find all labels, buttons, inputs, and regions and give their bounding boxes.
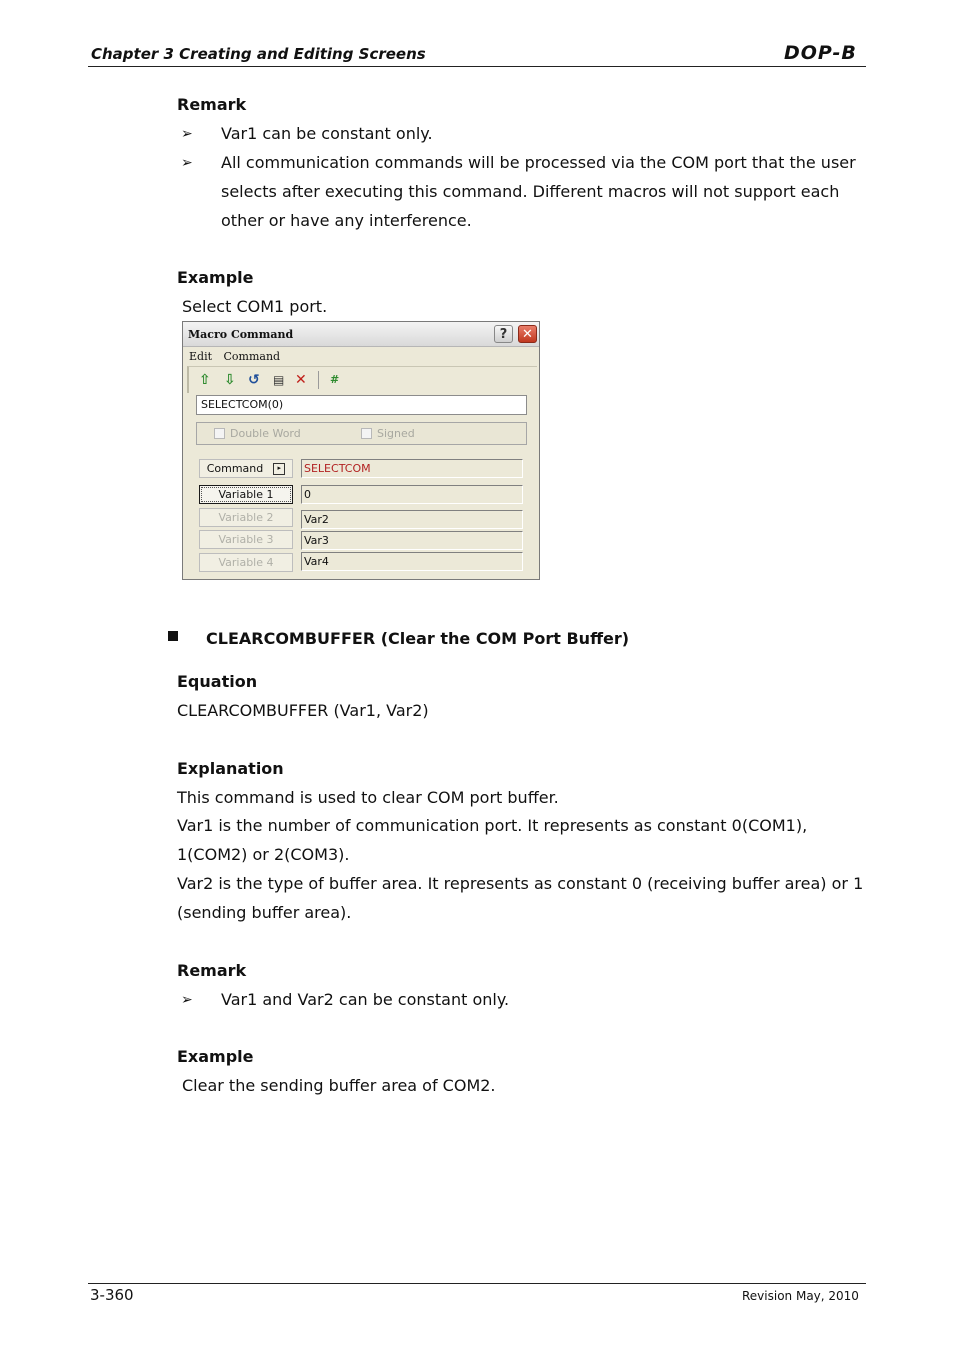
page-number: 3-360 — [90, 1286, 134, 1304]
variable-3-field[interactable]: Var3 — [301, 531, 523, 550]
bullet-arrow-icon: ➢ — [181, 155, 193, 171]
arrow-up-icon[interactable]: ⇧ — [199, 372, 211, 388]
brand-logo: DOP-B — [784, 42, 857, 64]
explanation-line: This command is used to clear COM port buffer. — [177, 788, 559, 807]
explanation-line: Var2 is the type of buffer area. It represents as constant 0 (receiving buffer area) or 1 — [177, 874, 864, 893]
dialog-titlebar — [183, 322, 539, 347]
arrow-down-icon[interactable]: ⇩ — [224, 372, 236, 388]
options-group — [196, 422, 527, 445]
dialog-menubar — [189, 350, 288, 363]
dialog-title: Macro Command — [188, 328, 294, 341]
toolbar-separator — [318, 371, 319, 389]
command-dropdown-button[interactable] — [199, 459, 293, 478]
revision-note: Revision May, 2010 — [742, 1289, 859, 1303]
variable-3-button[interactable]: Variable 3 — [199, 530, 293, 549]
header-rule — [88, 66, 866, 67]
remark-heading: Remark — [177, 961, 247, 980]
variable-4-button[interactable]: Variable 4 — [199, 553, 293, 572]
section-title: CLEARCOMBUFFER (Clear the COM Port Buffer) — [206, 629, 630, 648]
menu-edit[interactable]: Edit — [189, 350, 213, 363]
close-button[interactable]: ✕ — [518, 325, 537, 343]
variable-2-button[interactable]: Variable 2 — [199, 508, 293, 527]
explanation-heading: Explanation — [177, 759, 284, 778]
command-label: Command — [206, 462, 264, 475]
dropdown-arrow-icon: ▸ — [273, 463, 285, 475]
variable-2-field[interactable]: Var2 — [301, 510, 523, 529]
remark-heading: Remark — [177, 95, 247, 114]
variable-4-field[interactable]: Var4 — [301, 552, 523, 571]
equation-heading: Equation — [177, 672, 258, 691]
variable-1-field[interactable]: 0 — [301, 485, 523, 504]
bullet-arrow-icon: ➢ — [181, 992, 193, 1008]
bullet-arrow-icon: ➢ — [181, 126, 193, 142]
remark-item: Var1 and Var2 can be constant only. — [221, 990, 510, 1009]
signed-label: Signed — [377, 427, 415, 440]
help-button[interactable]: ? — [494, 325, 513, 343]
example-text: Select COM1 port. — [182, 297, 328, 316]
example-heading: Example — [177, 1047, 254, 1066]
remark-item-continued: other or have any interference. — [221, 211, 472, 230]
signed-checkbox[interactable] — [361, 428, 372, 439]
equation-field[interactable]: SELECTCOM(0) — [196, 395, 527, 415]
chapter-title: Chapter 3 Creating and Editing Screens — [91, 45, 426, 63]
double-word-checkbox[interactable] — [214, 428, 225, 439]
command-value-field[interactable]: SELECTCOM — [301, 459, 523, 478]
remark-item: Var1 can be constant only. — [221, 124, 433, 143]
explanation-line: (sending buffer area). — [177, 903, 352, 922]
menu-command[interactable]: Command — [223, 350, 281, 363]
macro-command-dialog — [182, 321, 540, 580]
hash-icon[interactable]: # — [330, 373, 340, 386]
delete-icon[interactable]: ✕ — [295, 372, 307, 388]
explanation-line: 1(COM2) or 2(COM3). — [177, 845, 350, 864]
refresh-icon[interactable]: ↺ — [248, 372, 260, 388]
dialog-toolbar — [187, 366, 537, 393]
document-icon[interactable]: ▤ — [273, 373, 285, 387]
section-square-bullet-icon — [168, 631, 178, 641]
remark-item: All communication commands will be processed via the COM port that the user — [221, 153, 856, 172]
footer-rule — [88, 1283, 866, 1284]
explanation-line: Var1 is the number of communication port. It represents as constant 0(COM1), — [177, 816, 808, 835]
equation-text: CLEARCOMBUFFER (Var1, Var2) — [177, 701, 429, 720]
remark-item-continued: selects after executing this command. Different macros will not support each — [221, 182, 840, 201]
example-heading: Example — [177, 268, 254, 287]
double-word-label: Double Word — [230, 427, 301, 440]
variable-1-button[interactable]: Variable 1 — [199, 485, 293, 504]
example-text: Clear the sending buffer area of COM2. — [182, 1076, 496, 1095]
